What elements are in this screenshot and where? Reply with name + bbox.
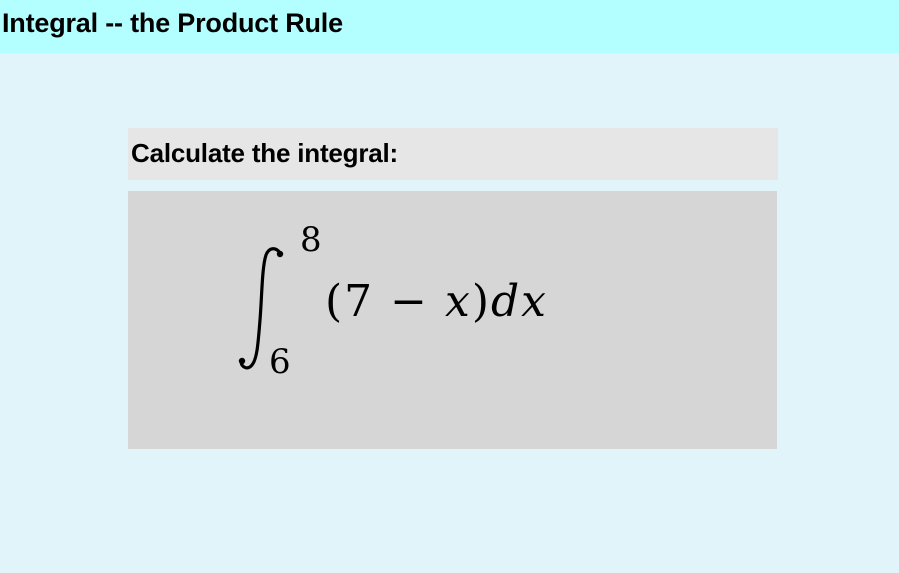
prompt-text: Calculate the integral: — [131, 138, 399, 168]
open-paren: ( — [325, 276, 345, 327]
lower-limit: 6 — [269, 342, 291, 382]
constant: 7 — [344, 276, 375, 327]
variable: x — [445, 276, 472, 327]
integrand — [325, 276, 548, 327]
formula-box — [128, 191, 777, 449]
title-bar — [0, 0, 899, 53]
page-title: Integral -- the Product Rule — [2, 8, 343, 38]
upper-limit: 8 — [300, 220, 322, 260]
differential: dx — [491, 276, 548, 327]
close-paren: ) — [471, 276, 492, 327]
prompt-box — [128, 128, 778, 180]
minus-operator: − — [374, 276, 446, 327]
integral-formula — [128, 191, 777, 449]
